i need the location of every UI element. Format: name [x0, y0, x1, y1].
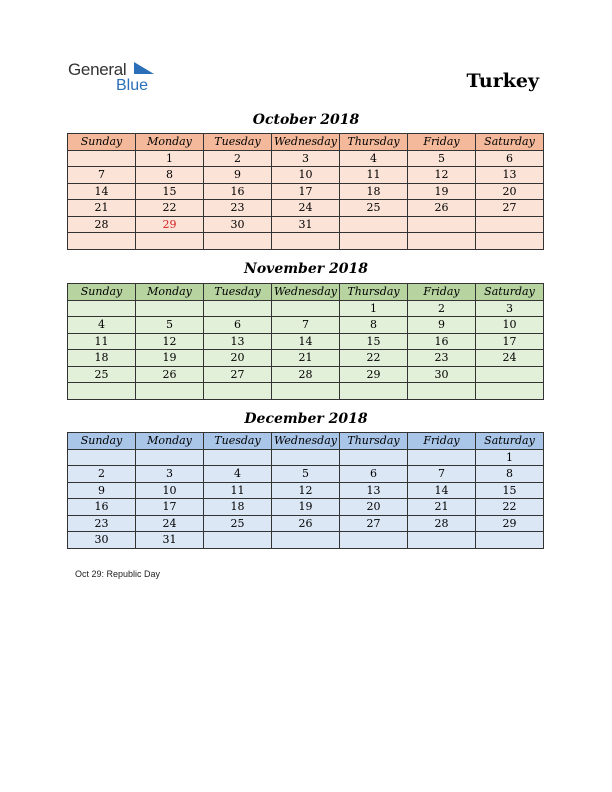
- day-cell: [68, 449, 136, 466]
- day-cell: 10: [272, 167, 340, 184]
- day-cell: [340, 383, 408, 400]
- day-cell: 6: [476, 150, 544, 167]
- month-title-november: November 2018: [244, 261, 368, 277]
- day-cell: 28: [408, 515, 476, 532]
- day-cell: 12: [272, 482, 340, 499]
- calendar-december: [67, 432, 544, 549]
- day-cell: 11: [68, 333, 136, 350]
- month-title-october: October 2018: [252, 112, 360, 128]
- logo-general-text: General: [68, 60, 127, 79]
- day-cell: 6: [340, 466, 408, 483]
- day-cell: 17: [476, 333, 544, 350]
- day-cell: 19: [408, 183, 476, 200]
- day-cell: 3: [136, 466, 204, 483]
- weekday-header: Saturday: [476, 433, 544, 450]
- day-cell: 13: [340, 482, 408, 499]
- weekday-header: Monday: [136, 284, 204, 301]
- day-cell: 24: [476, 350, 544, 367]
- day-cell: 25: [204, 515, 272, 532]
- day-cell: [476, 216, 544, 233]
- day-cell: 12: [136, 333, 204, 350]
- week-row: [68, 449, 544, 466]
- day-cell: 27: [340, 515, 408, 532]
- weekday-header: Friday: [408, 433, 476, 450]
- day-cell: 9: [408, 317, 476, 334]
- week-row: [68, 200, 544, 217]
- weekday-header: Thursday: [340, 284, 408, 301]
- generalblue-logo: [68, 60, 168, 96]
- day-cell: [408, 532, 476, 549]
- day-cell: 17: [272, 183, 340, 200]
- weekday-header: Friday: [408, 284, 476, 301]
- day-cell: [408, 216, 476, 233]
- day-cell: 7: [408, 466, 476, 483]
- day-cell: [204, 383, 272, 400]
- day-cell: [340, 532, 408, 549]
- weekday-header: Wednesday: [272, 134, 340, 151]
- day-cell: 28: [68, 216, 136, 233]
- day-cell: [204, 449, 272, 466]
- day-cell: [340, 449, 408, 466]
- weekday-header-row: [68, 433, 544, 450]
- weekday-header: Monday: [136, 134, 204, 151]
- day-cell: 10: [136, 482, 204, 499]
- day-cell: 7: [272, 317, 340, 334]
- day-cell: [272, 532, 340, 549]
- day-cell: 12: [408, 167, 476, 184]
- week-row: [68, 466, 544, 483]
- calendar-november: [67, 283, 544, 400]
- day-cell: 25: [340, 200, 408, 217]
- logo-blue-text: Blue: [116, 77, 149, 94]
- day-cell: 10: [476, 317, 544, 334]
- day-cell: 26: [272, 515, 340, 532]
- weekday-header: Sunday: [68, 134, 136, 151]
- day-cell: 8: [136, 167, 204, 184]
- week-row: [68, 183, 544, 200]
- day-cell: 18: [340, 183, 408, 200]
- day-cell: 13: [476, 167, 544, 184]
- day-cell: [408, 449, 476, 466]
- weekday-header: Friday: [408, 134, 476, 151]
- day-cell: 6: [204, 317, 272, 334]
- weekday-header-row: [68, 134, 544, 151]
- day-cell: [272, 300, 340, 317]
- day-cell: 15: [340, 333, 408, 350]
- day-cell: 14: [68, 183, 136, 200]
- day-cell: [408, 383, 476, 400]
- day-cell: 11: [340, 167, 408, 184]
- day-cell: [272, 383, 340, 400]
- day-cell: 5: [272, 466, 340, 483]
- day-cell: [340, 216, 408, 233]
- day-cell: 29: [340, 366, 408, 383]
- week-row: [68, 482, 544, 499]
- day-cell: 9: [204, 167, 272, 184]
- day-cell: 22: [136, 200, 204, 217]
- day-cell: [68, 383, 136, 400]
- day-cell: 4: [68, 317, 136, 334]
- day-cell: [204, 532, 272, 549]
- day-cell: 2: [408, 300, 476, 317]
- day-cell: 28: [272, 366, 340, 383]
- day-cell: 30: [408, 366, 476, 383]
- day-cell: 5: [408, 150, 476, 167]
- day-cell: [136, 300, 204, 317]
- day-cell: 24: [136, 515, 204, 532]
- day-cell: 1: [340, 300, 408, 317]
- weekday-header: Wednesday: [272, 433, 340, 450]
- day-cell: 7: [68, 167, 136, 184]
- weekday-header: Tuesday: [204, 134, 272, 151]
- week-row: [68, 150, 544, 167]
- day-cell: 8: [476, 466, 544, 483]
- day-cell: 16: [204, 183, 272, 200]
- day-cell: 1: [136, 150, 204, 167]
- week-row: [68, 167, 544, 184]
- week-row: [68, 300, 544, 317]
- day-cell: 15: [136, 183, 204, 200]
- day-cell: 9: [68, 482, 136, 499]
- day-cell: 29: [476, 515, 544, 532]
- day-cell: 22: [340, 350, 408, 367]
- weekday-header: Wednesday: [272, 284, 340, 301]
- day-cell: 18: [204, 499, 272, 516]
- day-cell: [136, 449, 204, 466]
- week-row: [68, 233, 544, 250]
- day-cell: 15: [476, 482, 544, 499]
- day-cell: 23: [68, 515, 136, 532]
- day-cell: [68, 233, 136, 250]
- day-cell: 3: [476, 300, 544, 317]
- day-cell: 3: [272, 150, 340, 167]
- week-row: [68, 383, 544, 400]
- day-cell: 24: [272, 200, 340, 217]
- day-cell: 23: [408, 350, 476, 367]
- week-row: [68, 333, 544, 350]
- day-cell: 5: [136, 317, 204, 334]
- day-cell: 30: [204, 216, 272, 233]
- day-cell: 11: [204, 482, 272, 499]
- day-cell: [204, 233, 272, 250]
- day-cell: 13: [204, 333, 272, 350]
- day-cell: [476, 233, 544, 250]
- day-cell: 16: [68, 499, 136, 516]
- day-cell: 4: [340, 150, 408, 167]
- day-cell: 21: [68, 200, 136, 217]
- day-cell: [136, 383, 204, 400]
- day-cell: 20: [340, 499, 408, 516]
- day-cell: 21: [272, 350, 340, 367]
- day-cell: 18: [68, 350, 136, 367]
- calendar-october: [67, 133, 544, 250]
- month-title-december: December 2018: [244, 411, 368, 427]
- weekday-header: Saturday: [476, 284, 544, 301]
- weekday-header: Sunday: [68, 284, 136, 301]
- day-cell: 14: [408, 482, 476, 499]
- day-cell: 14: [272, 333, 340, 350]
- week-row: [68, 532, 544, 549]
- day-cell: [476, 532, 544, 549]
- day-cell: [68, 150, 136, 167]
- day-cell: 17: [136, 499, 204, 516]
- day-cell: 31: [136, 532, 204, 549]
- day-cell: 20: [476, 183, 544, 200]
- day-cell: 26: [136, 366, 204, 383]
- logo-flag-icon: [134, 62, 154, 76]
- day-cell: [340, 233, 408, 250]
- day-cell: [476, 366, 544, 383]
- day-cell: 22: [476, 499, 544, 516]
- week-row: [68, 350, 544, 367]
- day-cell: 2: [204, 150, 272, 167]
- weekday-header: Saturday: [476, 134, 544, 151]
- day-cell: 19: [272, 499, 340, 516]
- weekday-header: Tuesday: [204, 433, 272, 450]
- day-cell: 23: [204, 200, 272, 217]
- weekday-header: Thursday: [340, 433, 408, 450]
- country-title: Turkey: [466, 70, 539, 92]
- weekday-header: Tuesday: [204, 284, 272, 301]
- weekday-header-row: [68, 284, 544, 301]
- week-row: [68, 216, 544, 233]
- week-row: [68, 317, 544, 334]
- day-cell: 31: [272, 216, 340, 233]
- day-cell: 19: [136, 350, 204, 367]
- day-cell: 25: [68, 366, 136, 383]
- day-cell: [136, 233, 204, 250]
- weekday-header: Thursday: [340, 134, 408, 151]
- weekday-header: Sunday: [68, 433, 136, 450]
- day-cell: [272, 233, 340, 250]
- day-cell: [272, 449, 340, 466]
- day-cell: 1: [476, 449, 544, 466]
- week-row: [68, 515, 544, 532]
- weekday-header: Monday: [136, 433, 204, 450]
- holiday-day-cell: 29: [136, 216, 204, 233]
- day-cell: 26: [408, 200, 476, 217]
- day-cell: [408, 233, 476, 250]
- day-cell: 4: [204, 466, 272, 483]
- day-cell: [68, 300, 136, 317]
- week-row: [68, 499, 544, 516]
- day-cell: 8: [340, 317, 408, 334]
- day-cell: 20: [204, 350, 272, 367]
- week-row: [68, 366, 544, 383]
- day-cell: 27: [204, 366, 272, 383]
- holiday-note: Oct 29: Republic Day: [75, 569, 161, 579]
- day-cell: [204, 300, 272, 317]
- day-cell: 30: [68, 532, 136, 549]
- day-cell: [476, 383, 544, 400]
- day-cell: 21: [408, 499, 476, 516]
- day-cell: 27: [476, 200, 544, 217]
- day-cell: 2: [68, 466, 136, 483]
- day-cell: 16: [408, 333, 476, 350]
